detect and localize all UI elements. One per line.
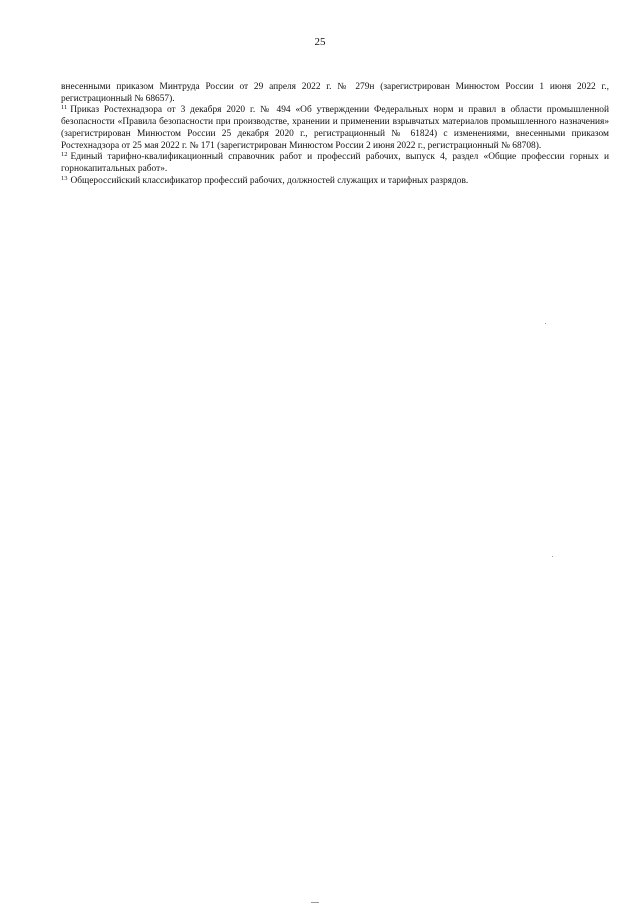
scan-speck — [545, 323, 546, 324]
footnote-text: внесенными приказом Минтруда России от 29 апреля 2022 г. № 279н (зарегистрирован Минюстом России 1 июня 2022 г., регистрационный № 68657). — [61, 82, 609, 104]
scan-speck — [552, 556, 553, 557]
footnote-12 — [61, 152, 609, 175]
footnote-text: Приказ Ростехнадзора от 3 декабря 2020 г. № 494 «Об утверждении Федеральных норм и правил в области промышленной безопасности «Правила безопасности при производстве, хранении и применении взрывчатых материалов промышленного назначения» (зарегистрирован Минюстом России 25 декабря 2020 г., регистрационный № 61824) с изменениями, внесенными приказом Ростехнадзора от 25 мая 2022 г. № 171 (зарегистрирован Минюстом России 2 июня 2022 г., регистрационный № 68708). — [61, 105, 609, 151]
footnote-11 — [61, 105, 609, 152]
footnote-mark: 13 — [61, 174, 68, 182]
footnote-13 — [61, 176, 609, 188]
scan-speck — [311, 902, 319, 903]
footnote-text: Общероссийский классификатор профессий рабочих, должностей служащих и тарифных разрядов. — [70, 175, 469, 186]
footnotes — [61, 82, 609, 187]
footnote-continuation — [61, 82, 609, 105]
footnote-text: Единый тарифно-квалификационный справочник работ и профессий рабочих, выпуск 4, раздел «Общие профессии горных и горнокапитальных работ». — [61, 152, 609, 174]
page-number: 25 — [314, 36, 326, 48]
footnote-mark: 12 — [61, 151, 68, 159]
footnote-mark: 11 — [61, 104, 68, 112]
